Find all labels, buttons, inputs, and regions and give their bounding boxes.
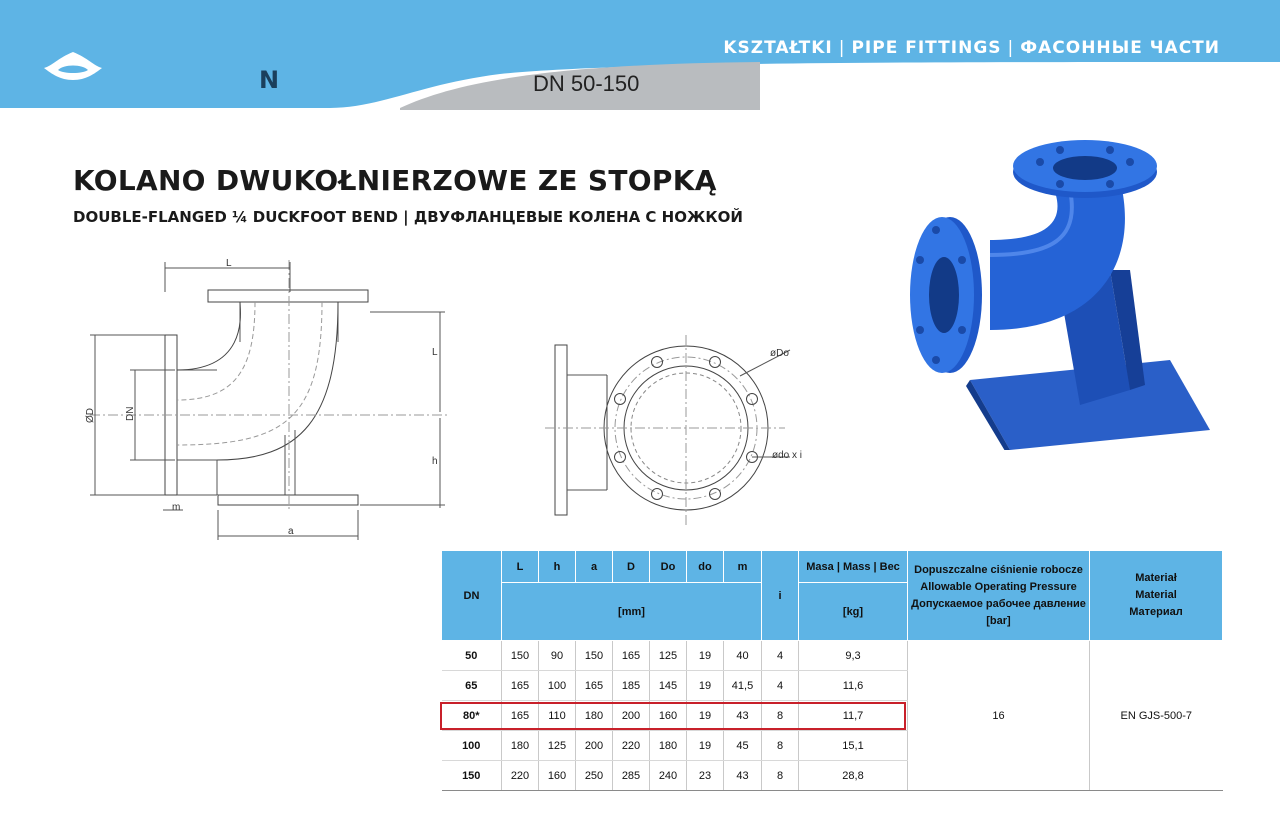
cell-m: 45 bbox=[724, 731, 762, 761]
cell-do: 19 bbox=[687, 641, 724, 671]
product-photo bbox=[880, 130, 1220, 450]
header-mm-unit: [mm] bbox=[502, 583, 762, 641]
dim-D: ØD bbox=[85, 408, 96, 423]
product-title: KOLANO DWUKOŁNIERZOWE ZE STOPKĄ bbox=[73, 164, 717, 197]
cell-mass: 11,6 bbox=[799, 671, 908, 701]
header-pressure-en: Allowable Operating Pressure bbox=[920, 580, 1077, 593]
cell-i: 4 bbox=[762, 671, 799, 701]
cell-material: EN GJS-500-7 bbox=[1090, 641, 1223, 791]
cell-h: 110 bbox=[539, 701, 576, 731]
cell-mass: 15,1 bbox=[799, 731, 908, 761]
header-material-pl: Materiał bbox=[1135, 572, 1177, 584]
cell-do: 19 bbox=[687, 731, 724, 761]
cell-pressure: 16 bbox=[908, 641, 1090, 791]
cell-do: 19 bbox=[687, 701, 724, 731]
row-highlight-box bbox=[440, 702, 906, 730]
cell-a: 180 bbox=[576, 701, 613, 731]
header-material-en: Material bbox=[1135, 589, 1177, 601]
cell-a: 250 bbox=[576, 761, 613, 791]
header-material-ru: Материал bbox=[1129, 606, 1183, 618]
cell-dn: 80* bbox=[442, 701, 502, 731]
header-Do: Do bbox=[650, 551, 687, 583]
cell-D: 285 bbox=[613, 761, 650, 791]
tag-separator: | bbox=[838, 38, 846, 58]
table-row bbox=[442, 641, 1223, 671]
header-L: L bbox=[502, 551, 539, 583]
cell-dn: 150 bbox=[442, 761, 502, 791]
cell-L: 150 bbox=[502, 641, 539, 671]
spec-table bbox=[441, 550, 1223, 791]
dim-m: m bbox=[172, 502, 181, 513]
dim-L-side: L bbox=[432, 347, 438, 358]
dim-do: ødo x i bbox=[772, 450, 803, 461]
header-a: a bbox=[576, 551, 613, 583]
header-do: do bbox=[687, 551, 724, 583]
header-pressure-pl: Dopuszczalne ciśnienie robocze bbox=[914, 563, 1083, 576]
header-dn: DN bbox=[442, 551, 502, 641]
dim-L-top: L bbox=[226, 258, 232, 269]
cell-L: 180 bbox=[502, 731, 539, 761]
cell-m: 43 bbox=[724, 701, 762, 731]
series-letter: N bbox=[259, 66, 280, 94]
dim-h: h bbox=[432, 456, 438, 467]
front-view bbox=[545, 335, 790, 525]
cell-Do: 240 bbox=[650, 761, 687, 791]
cell-do: 19 bbox=[687, 671, 724, 701]
cell-a: 165 bbox=[576, 671, 613, 701]
cell-m: 40 bbox=[724, 641, 762, 671]
cell-L: 165 bbox=[502, 671, 539, 701]
cell-i: 4 bbox=[762, 641, 799, 671]
tag-separator: | bbox=[1007, 38, 1015, 58]
cell-L: 165 bbox=[502, 701, 539, 731]
cell-i: 8 bbox=[762, 731, 799, 761]
dn-range: DN 50-150 bbox=[533, 71, 640, 96]
dim-a: a bbox=[288, 526, 294, 537]
header-i: i bbox=[762, 551, 799, 641]
header-material bbox=[1090, 551, 1223, 641]
tag-ru: ФАСОННЫЕ ЧАСТИ bbox=[1020, 38, 1220, 58]
dim-Do: øDo bbox=[770, 348, 789, 359]
cell-D: 200 bbox=[613, 701, 650, 731]
cell-Do: 180 bbox=[650, 731, 687, 761]
cell-h: 125 bbox=[539, 731, 576, 761]
cell-h: 90 bbox=[539, 641, 576, 671]
cell-h: 100 bbox=[539, 671, 576, 701]
cell-i: 8 bbox=[762, 761, 799, 791]
cell-a: 150 bbox=[576, 641, 613, 671]
product-subtitle: DOUBLE-FLANGED ¼ DUCKFOOT BEND | ДВУФЛАНЦЕВЫЕ КОЛЕНА С НОЖКОЙ bbox=[73, 208, 743, 226]
cell-a: 200 bbox=[576, 731, 613, 761]
cell-mass: 9,3 bbox=[799, 641, 908, 671]
header-pressure bbox=[908, 551, 1090, 641]
cell-Do: 145 bbox=[650, 671, 687, 701]
cell-do: 23 bbox=[687, 761, 724, 791]
category-tags bbox=[723, 38, 1220, 58]
cell-D: 220 bbox=[613, 731, 650, 761]
header-m: m bbox=[724, 551, 762, 583]
header-h: h bbox=[539, 551, 576, 583]
cell-i: 8 bbox=[762, 701, 799, 731]
header-kg-unit: [kg] bbox=[799, 583, 908, 641]
cell-D: 185 bbox=[613, 671, 650, 701]
header-D: D bbox=[613, 551, 650, 583]
cell-dn: 100 bbox=[442, 731, 502, 761]
side-view bbox=[90, 260, 450, 540]
cell-dn: 50 bbox=[442, 641, 502, 671]
cell-h: 160 bbox=[539, 761, 576, 791]
header-pressure-ru: Допускаемое рабочее давление bbox=[911, 597, 1086, 610]
technical-drawing bbox=[0, 240, 860, 550]
cell-Do: 125 bbox=[650, 641, 687, 671]
header-mass: Masa | Mass | Вес bbox=[799, 551, 908, 583]
cell-Do: 160 bbox=[650, 701, 687, 731]
tag-en: PIPE FITTINGS bbox=[851, 38, 1002, 58]
cell-dn: 65 bbox=[442, 671, 502, 701]
header-pressure-unit: [bar] bbox=[986, 614, 1011, 627]
cell-D: 165 bbox=[613, 641, 650, 671]
cell-m: 41,5 bbox=[724, 671, 762, 701]
dim-DN: DN bbox=[125, 406, 136, 421]
cell-L: 220 bbox=[502, 761, 539, 791]
cell-mass: 11,7 bbox=[799, 701, 908, 731]
cell-mass: 28,8 bbox=[799, 761, 908, 791]
company-logo bbox=[42, 50, 104, 82]
tag-pl: KSZTAŁTKI bbox=[723, 38, 833, 58]
cell-m: 43 bbox=[724, 761, 762, 791]
